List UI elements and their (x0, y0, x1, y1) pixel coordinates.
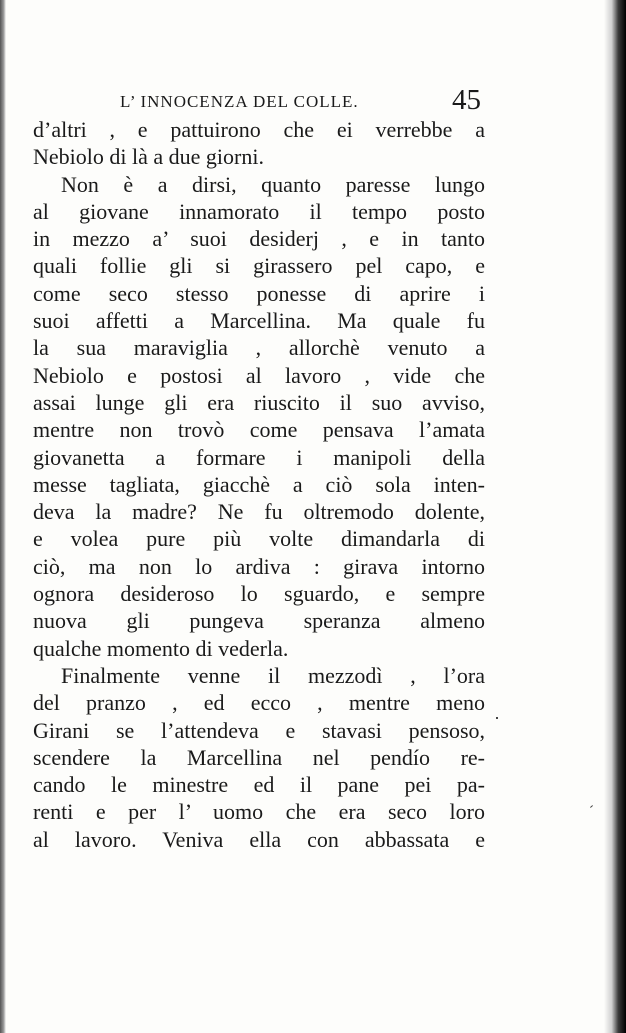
text-line: messe tagliata, giacchè a ciò sola inten- (33, 471, 485, 497)
paper-speck (496, 717, 498, 719)
page-right-edge-shadow (604, 0, 626, 1033)
paper-speck (590, 805, 593, 808)
text-line: come seco stesso ponesse di aprire i (33, 280, 485, 306)
text-line: ciò, ma non lo ardiva : girava intorno (33, 553, 485, 579)
body-text (33, 116, 485, 853)
text-line: ognora desideroso lo sguardo, e sempre (33, 581, 485, 607)
text-line: d’altri , e pattuirono che ei verrebbe a (33, 117, 485, 142)
text-line: al giovane innamorato il tempo posto (33, 198, 485, 224)
text-line: Non è a dirsi, quanto paresse lungo (61, 171, 485, 197)
text-line: Girani se l’attendeva e stavasi pensoso, (33, 717, 485, 743)
text-line: Nebiolo di là a due giorni. (33, 144, 264, 170)
text-line: quali follie gli si girassero pel capo, e (33, 253, 485, 279)
text-line: assai lunge gli era riuscito il suo avviso, (33, 389, 485, 415)
text-line: Finalmente venne il mezzodì , l’ora (61, 662, 485, 688)
page-left-edge-shadow (0, 0, 6, 1033)
text-line: Nebiolo e postosi al lavoro , vide che (33, 362, 485, 388)
text-line: suoi affetti a Marcellina. Ma quale fu (33, 308, 485, 334)
text-line: deva la madre? Ne fu oltremodo dolente, (33, 499, 485, 525)
text-line: e volea pure più volte dimandarla di (33, 526, 485, 552)
text-line: giovanetta a formare i manipoli della (33, 444, 485, 470)
text-line: renti e per l’ uomo che era seco loro (33, 799, 485, 825)
text-line: mentre non trovò come pensava l’amata (33, 417, 485, 443)
page-number: 45 (452, 84, 481, 116)
text-line: qualche momento di vederla. (33, 635, 289, 661)
running-title: L’ INNOCENZA DEL COLLE. (120, 92, 359, 111)
text-line: la sua maraviglia , allorchè venuto a (33, 335, 485, 361)
text-line: nuova gli pungeva speranza almeno (33, 608, 485, 634)
text-line: del pranzo , ed ecco , mentre meno (33, 690, 485, 716)
text-line: cando le minestre ed il pane pei pa- (33, 772, 485, 798)
text-line: al lavoro. Veniva ella con abbassata e (33, 826, 485, 852)
text-line: in mezzo a’ suoi desiderj , e in tanto (33, 226, 485, 252)
text-line: scendere la Marcellina nel pendío re- (33, 744, 485, 770)
